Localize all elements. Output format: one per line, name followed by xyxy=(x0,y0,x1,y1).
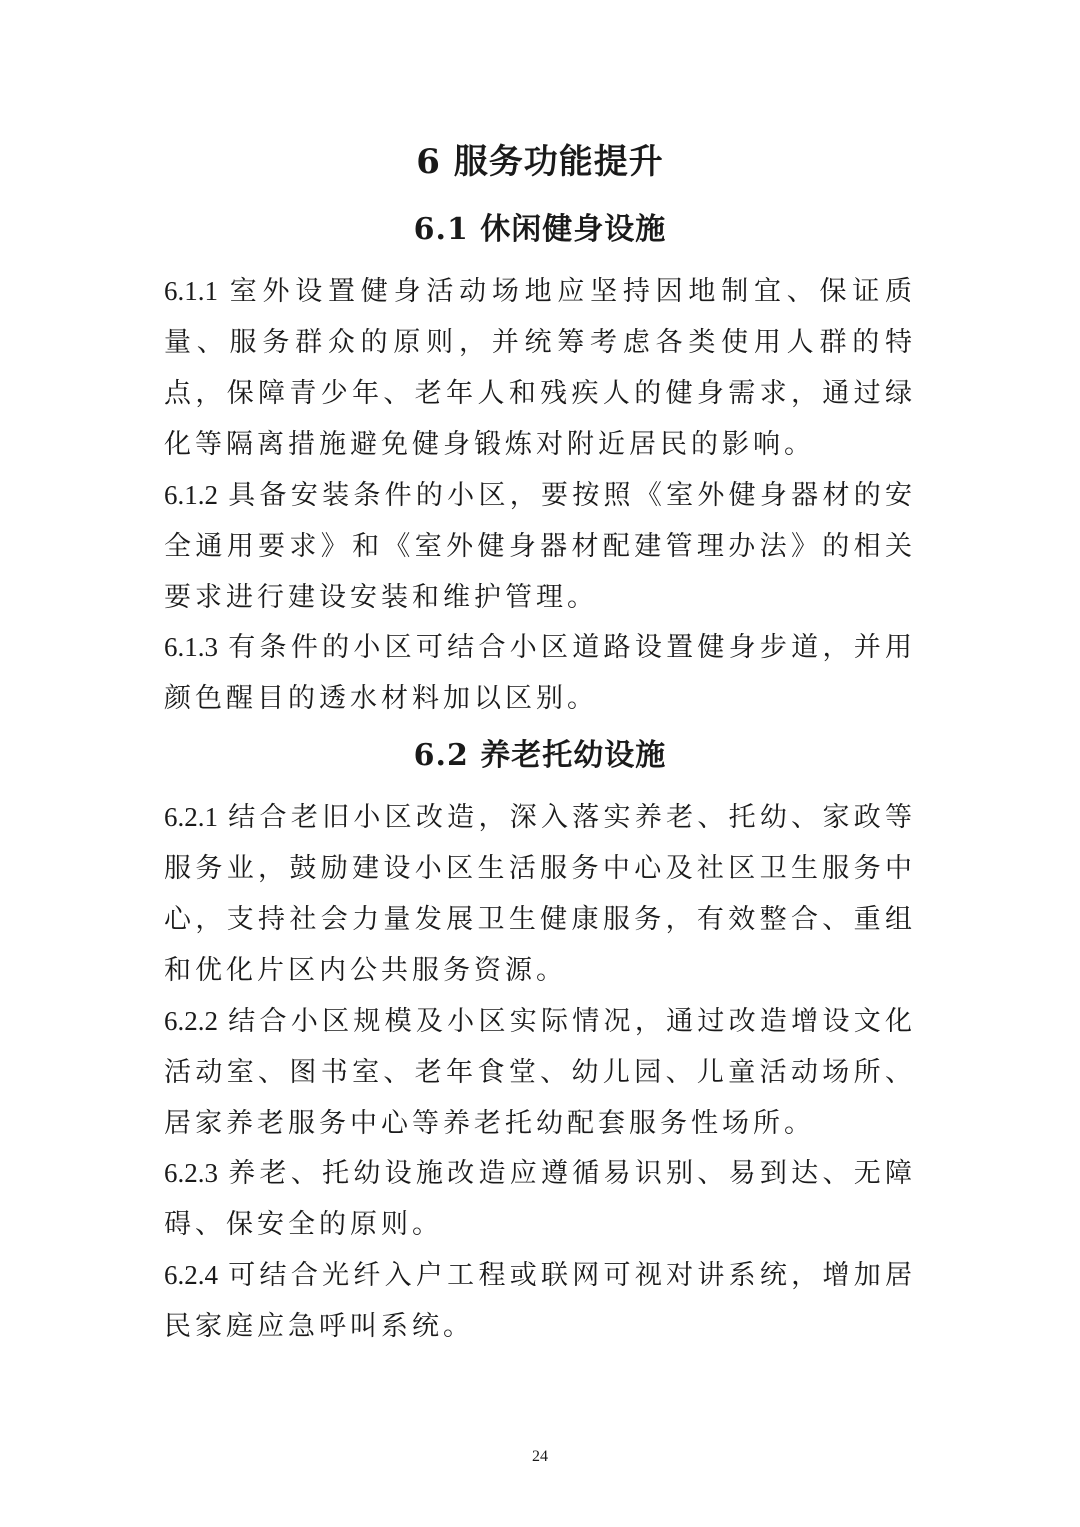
clause-text: 有条件的小区可结合小区道路设置健身步道，并用颜色醒目的透水材料加以区别。 xyxy=(164,632,916,714)
clause-text: 养老、托幼设施改造应遵循易识别、易到达、无障碍、保安全的原则。 xyxy=(164,1158,916,1240)
clause-number: 6.1.1 xyxy=(164,276,218,306)
clause-number: 6.2.4 xyxy=(164,1260,218,1290)
section-title-6-2: 6.2 养老托幼设施 xyxy=(413,738,667,773)
clause-text: 室外设置健身活动场地应坚持因地制宜、保证质量、服务群众的原则，并统筹考虑各类使用人群的特点，保障青少年、老年人和残疾人的健身需求，通过绿化等隔离措施避免健身锻炼对附近居民的影响。 xyxy=(164,276,916,460)
clause-text: 可结合光纤入户工程或联网可视对讲系统，增加居民家庭应急呼叫系统。 xyxy=(164,1260,916,1342)
clause-number: 6.2.3 xyxy=(164,1158,218,1188)
clause-6-2-3 xyxy=(164,1148,916,1250)
clause-6-1-2 xyxy=(164,470,916,623)
clause-number: 6.2.1 xyxy=(164,802,218,832)
clause-6-1-3 xyxy=(164,622,916,724)
clause-text: 结合小区规模及小区实际情况，通过改造增设文化活动室、图书室、老年食堂、幼儿园、儿童活动场所、居家养老服务中心等养老托幼配套服务性场所。 xyxy=(164,1006,916,1139)
chapter-title: 6 服务功能提升 xyxy=(416,142,664,182)
clause-number: 6.2.2 xyxy=(164,1006,218,1036)
clause-text: 具备安装条件的小区，要按照《室外健身器材的安全通用要求》和《室外健身器材配建管理办法》的相关要求进行建设安装和维护管理。 xyxy=(164,480,916,613)
section-title-6-1: 6.1 休闲健身设施 xyxy=(413,212,667,247)
clause-6-2-4 xyxy=(164,1250,916,1352)
clause-text: 结合老旧小区改造，深入落实养老、托幼、家政等服务业，鼓励建设小区生活服务中心及社区卫生服务中心，支持社会力量发展卫生健康服务，有效整合、重组和优化片区内公共服务资源。 xyxy=(164,802,916,986)
clause-6-2-2 xyxy=(164,996,916,1149)
clause-6-1-1 xyxy=(164,266,916,470)
clause-number: 6.1.2 xyxy=(164,480,218,510)
page-number: 24 xyxy=(532,1448,548,1465)
clause-6-2-1 xyxy=(164,792,916,996)
clause-number: 6.1.3 xyxy=(164,632,218,662)
